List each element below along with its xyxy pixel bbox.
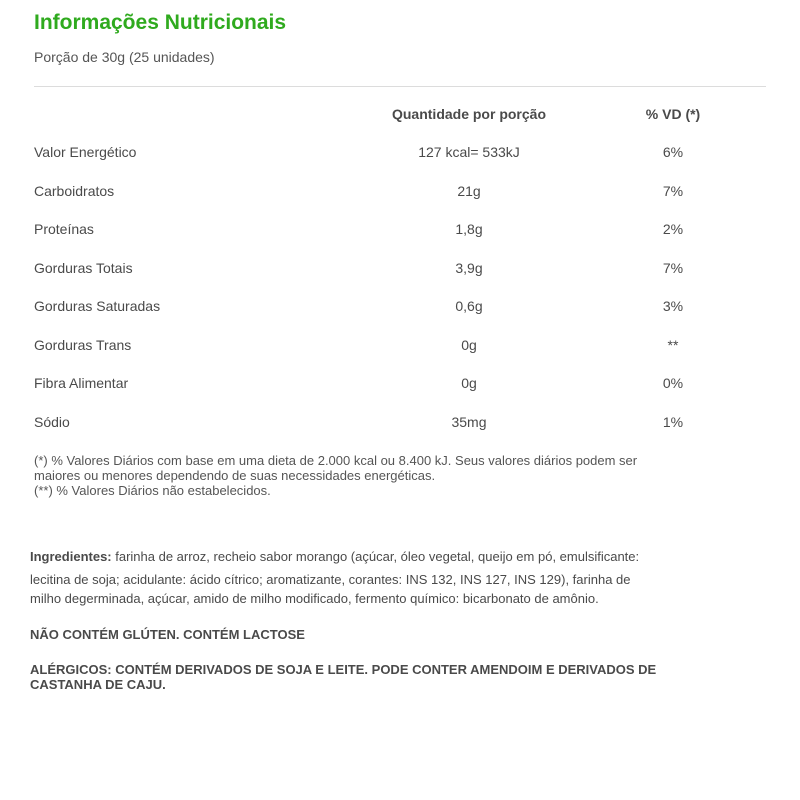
column-header-quantity: Quantidade por porção xyxy=(391,106,546,122)
ingredients-line xyxy=(30,546,770,568)
column-header-daily-value: % VD (*) xyxy=(645,106,701,122)
table-header xyxy=(0,103,800,125)
nutrient-name: Fibra Alimentar xyxy=(34,375,129,391)
nutrient-daily-value: 7% xyxy=(662,260,684,276)
table-row xyxy=(0,180,800,202)
gluten-notice: NÃO CONTÉM GLÚTEN. CONTÉM LACTOSE xyxy=(30,627,305,642)
nutrient-daily-value: ** xyxy=(667,337,679,353)
nutrient-name: Gorduras Saturadas xyxy=(34,298,161,314)
ingredients-line: lecitina de soja; acidulante: ácido cítrico; aromatizante, corantes: INS 132, INS 127, INS 129), farinha de xyxy=(30,572,631,587)
portion-size: Porção de 30g (25 unidades) xyxy=(34,49,215,65)
nutrient-daily-value: 2% xyxy=(662,221,684,237)
footnote-daily-values: (*) % Valores Diários com base em uma dieta de 2.000 kcal ou 8.400 kJ. Seus valores diários podem ser xyxy=(34,453,638,468)
table-row xyxy=(0,334,800,356)
footnote-not-established: (**) % Valores Diários não estabelecidos. xyxy=(34,483,271,498)
header-divider xyxy=(34,86,766,87)
nutrient-quantity: 0g xyxy=(461,375,477,391)
nutrient-quantity: 21g xyxy=(457,183,481,199)
nutrient-name: Carboidratos xyxy=(34,183,115,199)
footnote-daily-values-cont: maiores ou menores dependendo de suas necessidades energéticas. xyxy=(34,468,436,483)
table-row xyxy=(0,257,800,279)
ingredients-label: Ingredientes: xyxy=(30,549,112,564)
nutrient-daily-value: 3% xyxy=(662,298,684,314)
ingredients-line: milho degerminada, açúcar, amido de milho modificado, fermento químico: bicarbonato de amônio. xyxy=(30,591,599,606)
table-row xyxy=(0,295,800,317)
nutrient-name: Proteínas xyxy=(34,221,94,237)
nutrient-name: Gorduras Totais xyxy=(34,260,133,276)
table-row xyxy=(0,372,800,394)
nutrient-daily-value: 0% xyxy=(662,375,684,391)
ingredients-text: farinha de arroz, recheio sabor morango (açúcar, óleo vegetal, queijo em pó, emulsificante: xyxy=(111,549,640,564)
allergens-notice: ALÉRGICOS: CONTÉM DERIVADOS DE SOJA E LEITE. PODE CONTER AMENDOIM E DERIVADOS DE xyxy=(30,662,657,677)
nutrient-quantity: 127 kcal= 533kJ xyxy=(418,144,520,160)
nutrient-quantity: 0g xyxy=(461,337,477,353)
nutrient-quantity: 35mg xyxy=(451,414,487,430)
nutrient-daily-value: 6% xyxy=(662,144,684,160)
nutrient-name: Valor Energético xyxy=(34,144,137,160)
table-row xyxy=(0,218,800,240)
nutrient-name: Gorduras Trans xyxy=(34,337,132,353)
allergens-notice-cont: CASTANHA DE CAJU. xyxy=(30,677,166,692)
nutrient-quantity: 1,8g xyxy=(455,221,483,237)
nutrient-daily-value: 1% xyxy=(662,414,684,430)
nutrient-quantity: 3,9g xyxy=(455,260,483,276)
nutrient-daily-value: 7% xyxy=(662,183,684,199)
nutrient-name: Sódio xyxy=(34,414,70,430)
table-row xyxy=(0,141,800,163)
table-row xyxy=(0,411,800,433)
page-title: Informações Nutricionais xyxy=(34,11,287,34)
nutrient-quantity: 0,6g xyxy=(455,298,483,314)
